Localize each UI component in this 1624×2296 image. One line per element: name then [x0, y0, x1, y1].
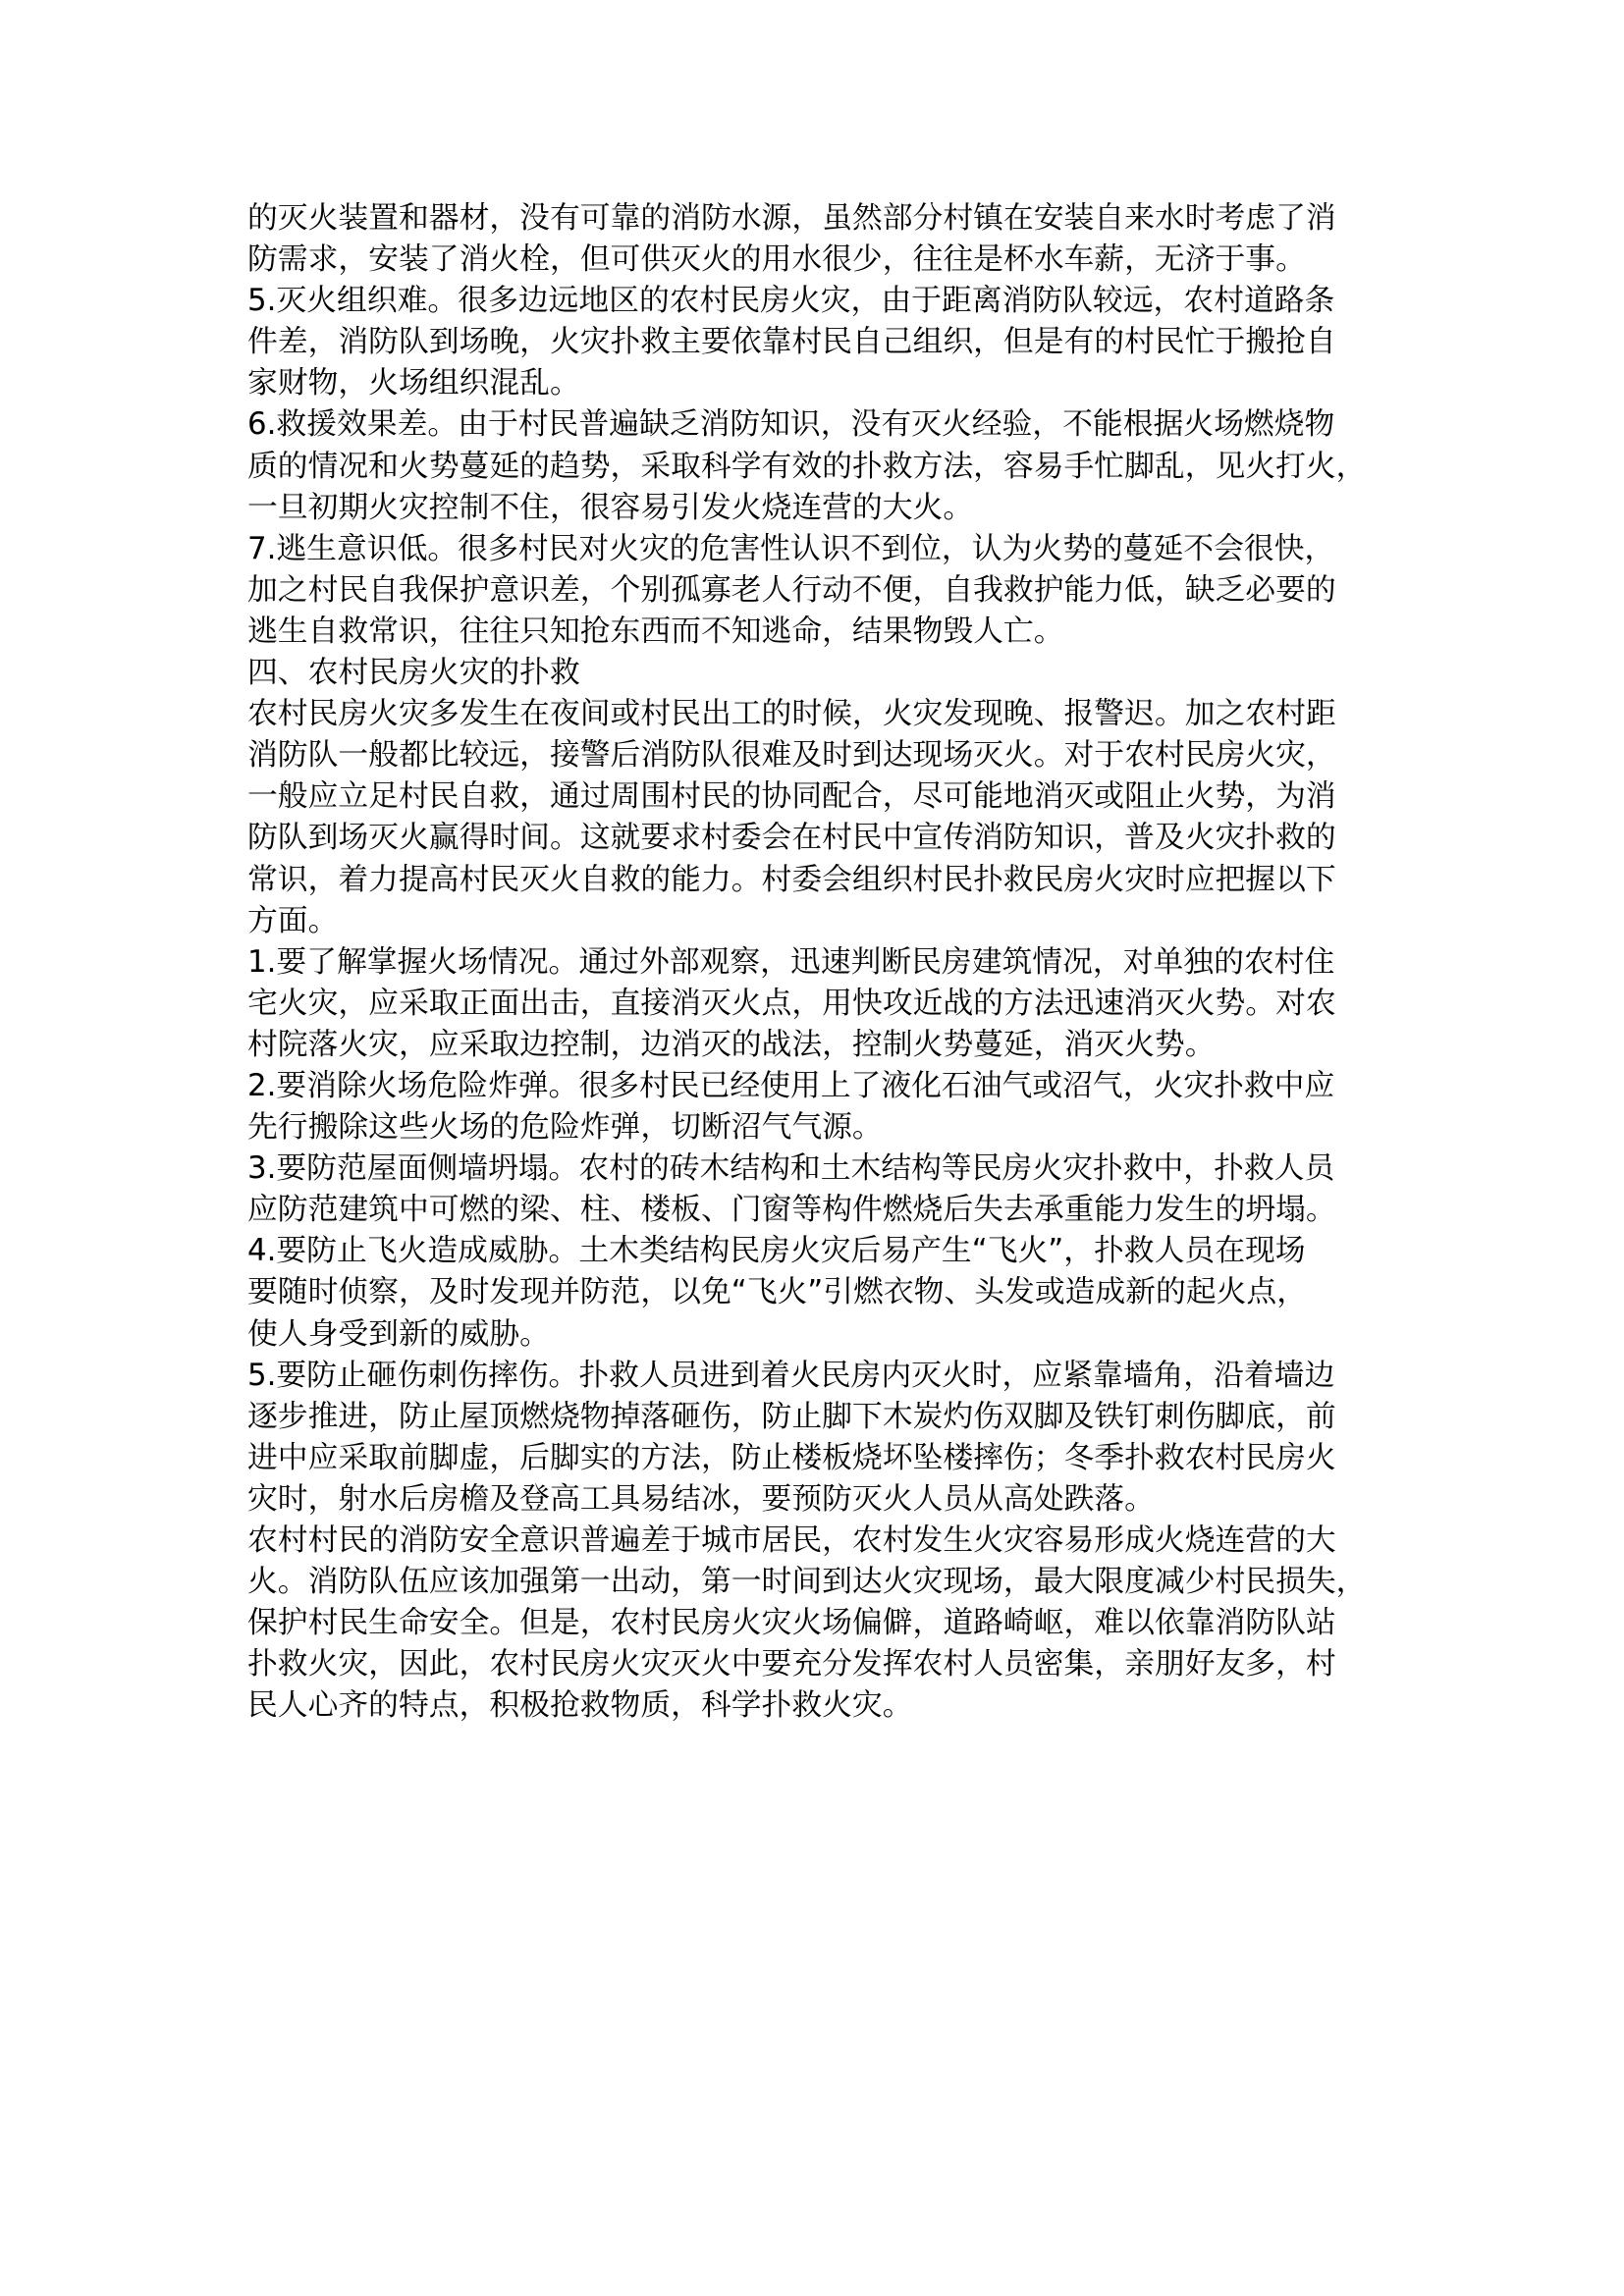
paragraph-intro-firefighting — [247, 693, 1367, 941]
section-heading — [247, 652, 1367, 693]
text-line: 7.逃生意识低。很多村民对火灾的危害性认识不到位，认为火势的蔓延不会很快， — [247, 530, 1335, 566]
text-line: 保护村民生命安全。但是，农村民房火灾火场偏僻，道路崎岖，难以依靠消防队站 — [247, 1605, 1336, 1641]
paragraph-continuation-water-supply — [247, 197, 1367, 280]
list-item-1-fire-scene — [247, 941, 1367, 1065]
text-line: 逐步推进，防止屋顶燃烧物掉落砸伤，防止脚下木炭灼伤双脚及铁钉刺伤脚底，前 — [247, 1398, 1336, 1434]
text-line: 民人心齐的特点，积极抢救物质，科学扑救火灾。 — [247, 1687, 913, 1724]
list-item-7-escape-awareness — [247, 528, 1367, 652]
text-line: 先行搬除这些火场的危险炸弹，切断沼气气源。 — [247, 1109, 883, 1146]
text-line: 的灭火装置和器材，没有可靠的消防水源，虽然部分村镇在安装自来水时考虑了消 — [247, 200, 1336, 236]
text-line: 加之村民自我保护意识差，个别孤寡老人行动不便，自我救护能力低，缺乏必要的 — [247, 571, 1336, 608]
text-line: 防队到场灭火赢得时间。这就要求村委会在村民中宣传消防知识，普及火灾扑救的 — [247, 820, 1336, 856]
text-line: 常识，着力提高村民灭火自救的能力。村委会组织村民扑救民房火灾时应把握以下 — [247, 861, 1336, 897]
text-line: 防需求，安装了消火栓，但可供灭火的用水很少，往往是杯水车薪，无济于事。 — [247, 241, 1306, 278]
text-line: 一旦初期火灾控制不住，很容易引发火烧连营的大火。 — [247, 489, 974, 525]
text-line: 进中应采取前脚虚，后脚实的方法，防止楼板烧坏坠楼摔伤；冬季扑救农村民房火 — [247, 1439, 1336, 1475]
text-line: 使人身受到新的威胁。 — [247, 1315, 550, 1352]
text-line: 火。消防队伍应该加强第一出动，第一时间到达火灾现场，最大限度减少村民损失， — [247, 1564, 1367, 1600]
document-body — [247, 197, 1367, 1726]
text-line: 5.灭火组织难。很多边远地区的农村民房火灾，由于距离消防队较远，农村道路条 — [247, 283, 1335, 319]
text-line: 要随时侦察，及时发现并防范，以免“飞火”引燃衣物、头发或造成新的起火点， — [247, 1274, 1307, 1310]
text-line: 1.要了解掌握火场情况。通过外部观察，迅速判断民房建筑情况，对单独的农村住 — [247, 943, 1335, 980]
text-line: 消防队一般都比较远，接警后消防队很难及时到达现场灭火。对于农村民房火灾， — [247, 737, 1336, 774]
list-item-5-injury-prevention — [247, 1355, 1367, 1520]
text-line: 一般应立足村民自救，通过周围村民的协同配合，尽可能地消灭或阻止火势，为消 — [247, 778, 1336, 815]
section-heading-text: 四、农村民房火灾的扑救 — [247, 655, 580, 691]
list-item-3-collapse-prevention — [247, 1148, 1367, 1230]
list-item-4-flying-embers — [247, 1230, 1367, 1354]
text-line: 6.救援效果差。由于村民普遍缺乏消防知识，没有灭火经验，不能根据火场燃烧物 — [247, 406, 1335, 443]
text-line: 农村民房火灾多发生在夜间或村民出工的时候，火灾发现晚、报警迟。加之农村距 — [247, 696, 1336, 732]
text-line: 3.要防范屋面侧墙坍塌。农村的砖木结构和土木结构等民房火灾扑救中，扑救人员 — [247, 1150, 1335, 1187]
text-line: 扑救火灾，因此，农村民房火灾灭火中要充分发挥农村人员密集，亲朋好友多，村 — [247, 1646, 1336, 1682]
text-line: 质的情况和火势蔓延的趋势，采取科学有效的扑救方法，容易手忙脚乱，见火打火， — [247, 448, 1367, 484]
paragraph-conclusion — [247, 1520, 1367, 1726]
text-line: 家财物，火场组织混乱。 — [247, 365, 580, 401]
text-line: 农村村民的消防安全意识普遍差于城市居民，农村发生火灾容易形成火烧连营的大 — [247, 1522, 1336, 1558]
list-item-2-danger-removal — [247, 1065, 1367, 1148]
text-line: 2.要消除火场危险炸弹。很多村民已经使用上了液化石油气或沼气，火灾扑救中应 — [247, 1067, 1335, 1103]
text-line: 宅火灾，应采取正面出击，直接消灭火点，用快攻近战的方法迅速消灭火势。对农 — [247, 985, 1336, 1021]
text-line: 应防范建筑中可燃的梁、柱、楼板、门窗等构件燃烧后失去承重能力发生的坍塌。 — [247, 1192, 1336, 1228]
list-item-6-rescue-effectiveness — [247, 403, 1367, 527]
list-item-5-firefighting-organization — [247, 280, 1367, 403]
text-line: 方面。 — [247, 902, 339, 938]
text-line: 灾时，射水后房檐及登高工具易结冰，要预防灭火人员从高处跌落。 — [247, 1480, 1155, 1517]
text-line: 逃生自救常识，往往只知抢东西而不知逃命，结果物毁人亡。 — [247, 613, 1064, 649]
text-line: 5.要防止砸伤刺伤摔伤。扑救人员进到着火民房内灭火时，应紧靠墙角，沿着墙边 — [247, 1357, 1335, 1393]
text-line: 4.要防止飞火造成威胁。土木类结构民房火灾后易产生“飞火”，扑救人员在现场 — [247, 1233, 1306, 1269]
text-line: 村院落火灾，应采取边控制，边消灭的战法，控制火势蔓延，消灭火势。 — [247, 1026, 1216, 1062]
text-line: 件差，消防队到场晚，火灾扑救主要依靠村民自己组织，但是有的村民忙于搬抢自 — [247, 324, 1336, 360]
